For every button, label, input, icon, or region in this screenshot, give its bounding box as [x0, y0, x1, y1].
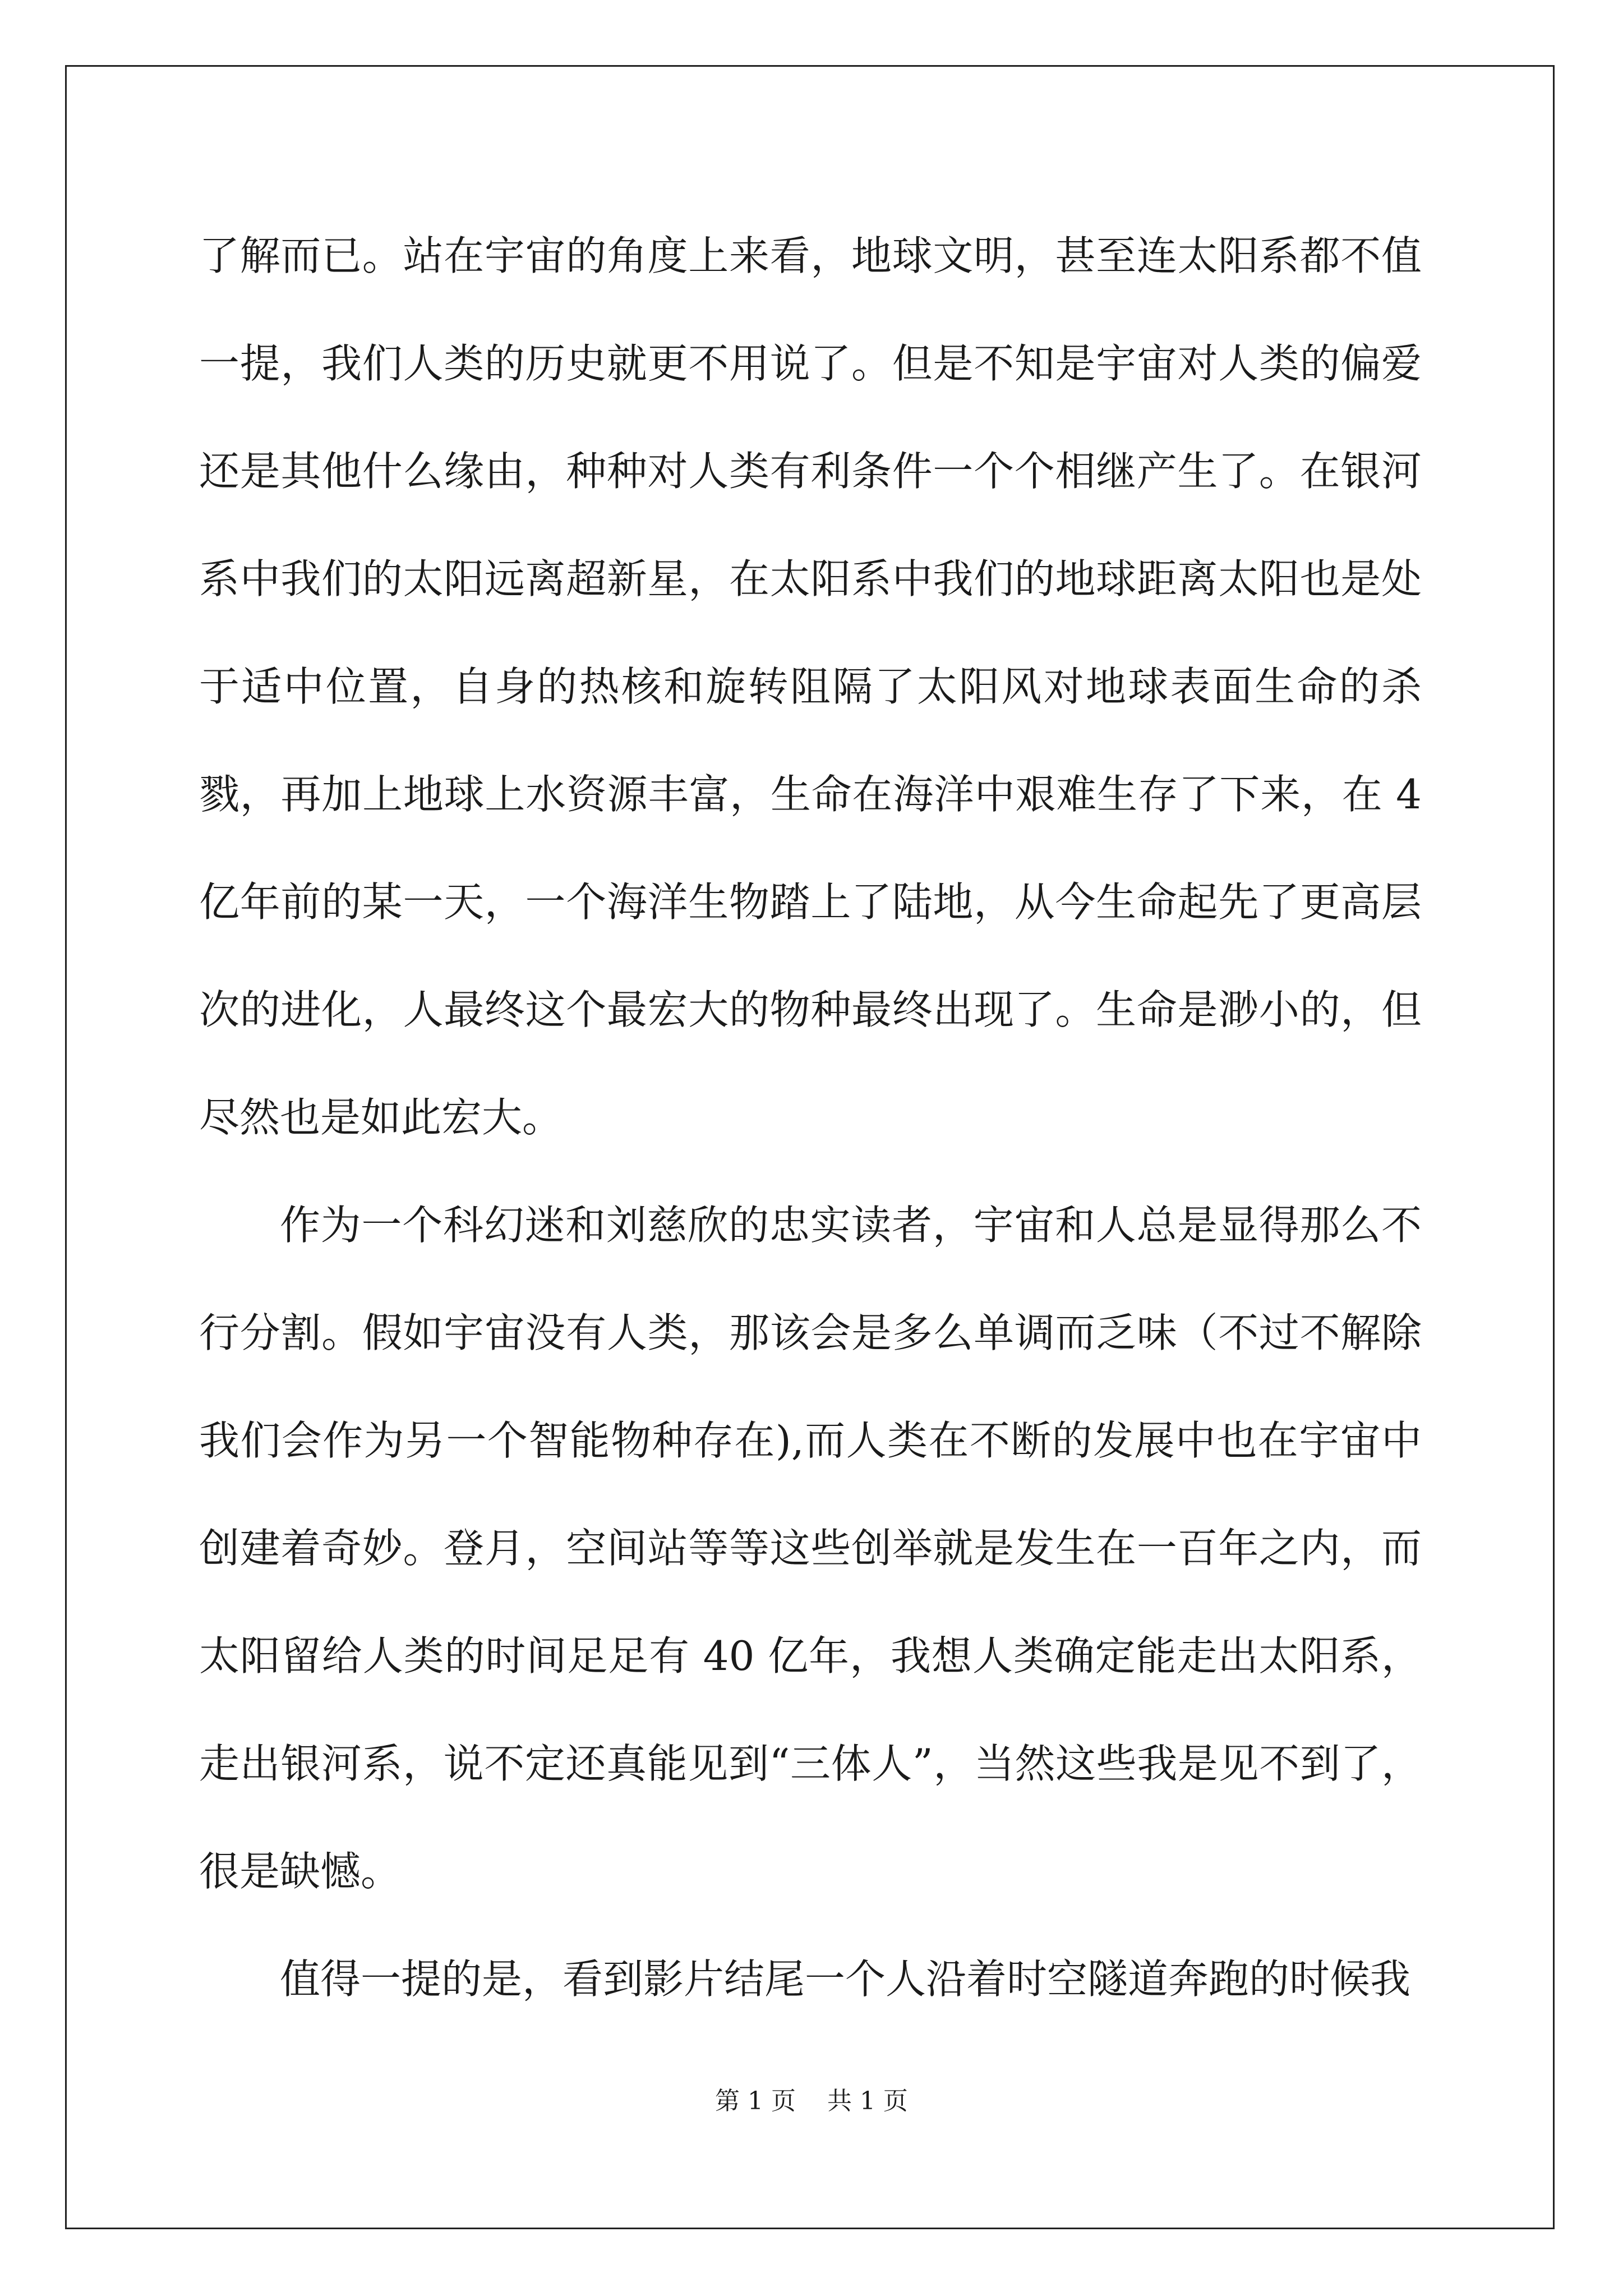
paragraph-2: 作为一个科幻迷和刘慈欣的忠实读者，宇宙和人总是显得那么不行分割。假如宇宙没有人类，那该会是多么单调而乏味（不过不解除我们会作为另一个智能物种存在),而人类在不断的发展中也在宇宙中创建着奇妙。登月，空间站等等这些创举就是发生在一百年之内，而太阳留给人类的时间足足有 40 亿年，我想人类确定能走出太阳系，走出银河系，说不定还真能见到“三体人”，当然这些我是见不到了，很是缺憾。: [199, 1202, 1422, 1895]
page-footer: 第 1 页 共 1 页: [715, 2087, 908, 2115]
paragraph-3: 值得一提的是，看到影片结尾一个人沿着时空隧道奔跑的时候我: [280, 1955, 1411, 2003]
paragraph-1: 了解而已。站在宇宙的角度上来看，地球文明，甚至连太阳系都不值一提，我们人类的历史就更不用说了。但是不知是宇宙对人类的偏爱还是其他什么缘由，种种对人类有利条件一个个相继产生了。在银河系中我们的太阳远离超新星，在太阳系中我们的地球距离太阳也是处于适中位置，自身的热核和旋转阻隔了太阳风对地球表面生命的杀戮，再加上地球上水资源丰富，生命在海洋中艰难生存了下来，在 4 亿年前的某一天，一个海洋生物踏上了陆地，从今生命起先了更高层次的进化，人最终这个最宏大的物种最终出现了。生命是渺小的，但尽然也是如此宏大。: [199, 232, 1422, 1141]
document-body: [199, 202, 1422, 2033]
